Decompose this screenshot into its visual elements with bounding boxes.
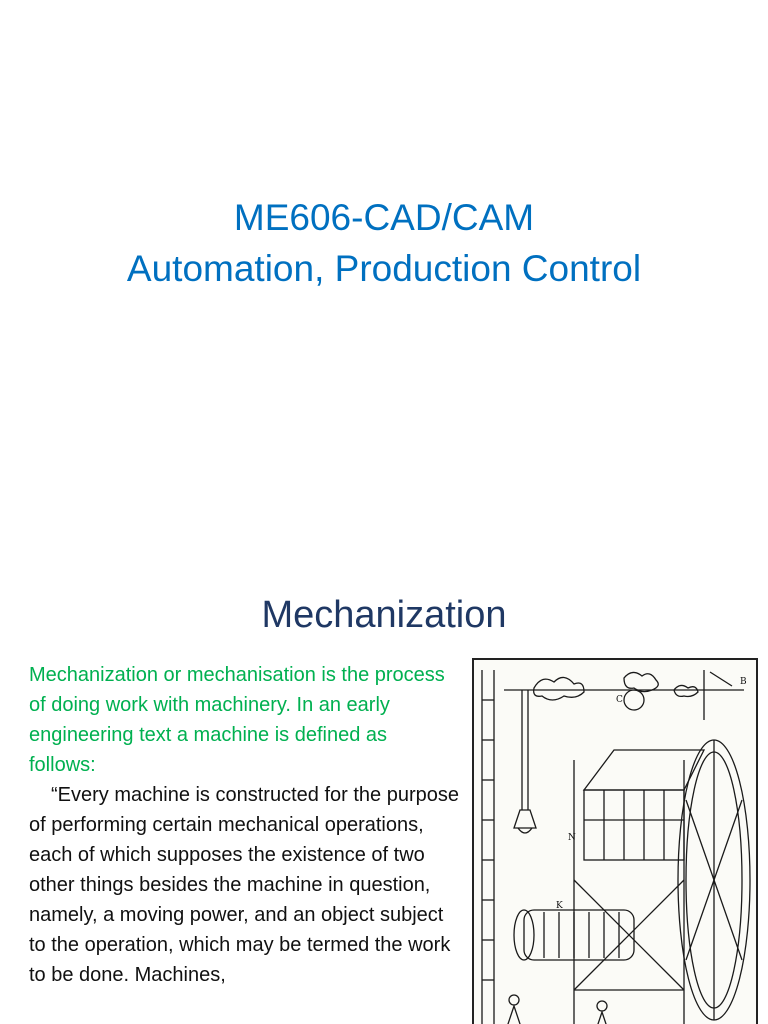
slide-title [0, 192, 768, 294]
quote-paragraph: “Every machine is constructed for the purpose of performing certain mechanical operations, each of which supposes the existence of two other things besides the machine in question, namely, a moving power, and an object subject to the operation, which may be termed the work to be done. Machines, [29, 784, 459, 986]
mechanization-slide [0, 560, 768, 1024]
illustration-label-k: K [556, 901, 563, 911]
illustration-label-b: B [740, 677, 747, 687]
slide-heading: Mechanization [261, 594, 507, 636]
illustration-label-c: C [616, 695, 623, 705]
definition-paragraph: Mechanization or mechanisation is the process of doing work with machinery. In an early engineering text a machine is defined as follows: [29, 664, 445, 776]
course-subtitle: Automation, Production Control [126, 248, 642, 289]
woodcut-machine-illustration [472, 658, 758, 1024]
course-code-title: ME606-CAD/CAM [233, 197, 535, 238]
illustration-label-n: N [568, 833, 576, 843]
body-text [29, 660, 459, 990]
